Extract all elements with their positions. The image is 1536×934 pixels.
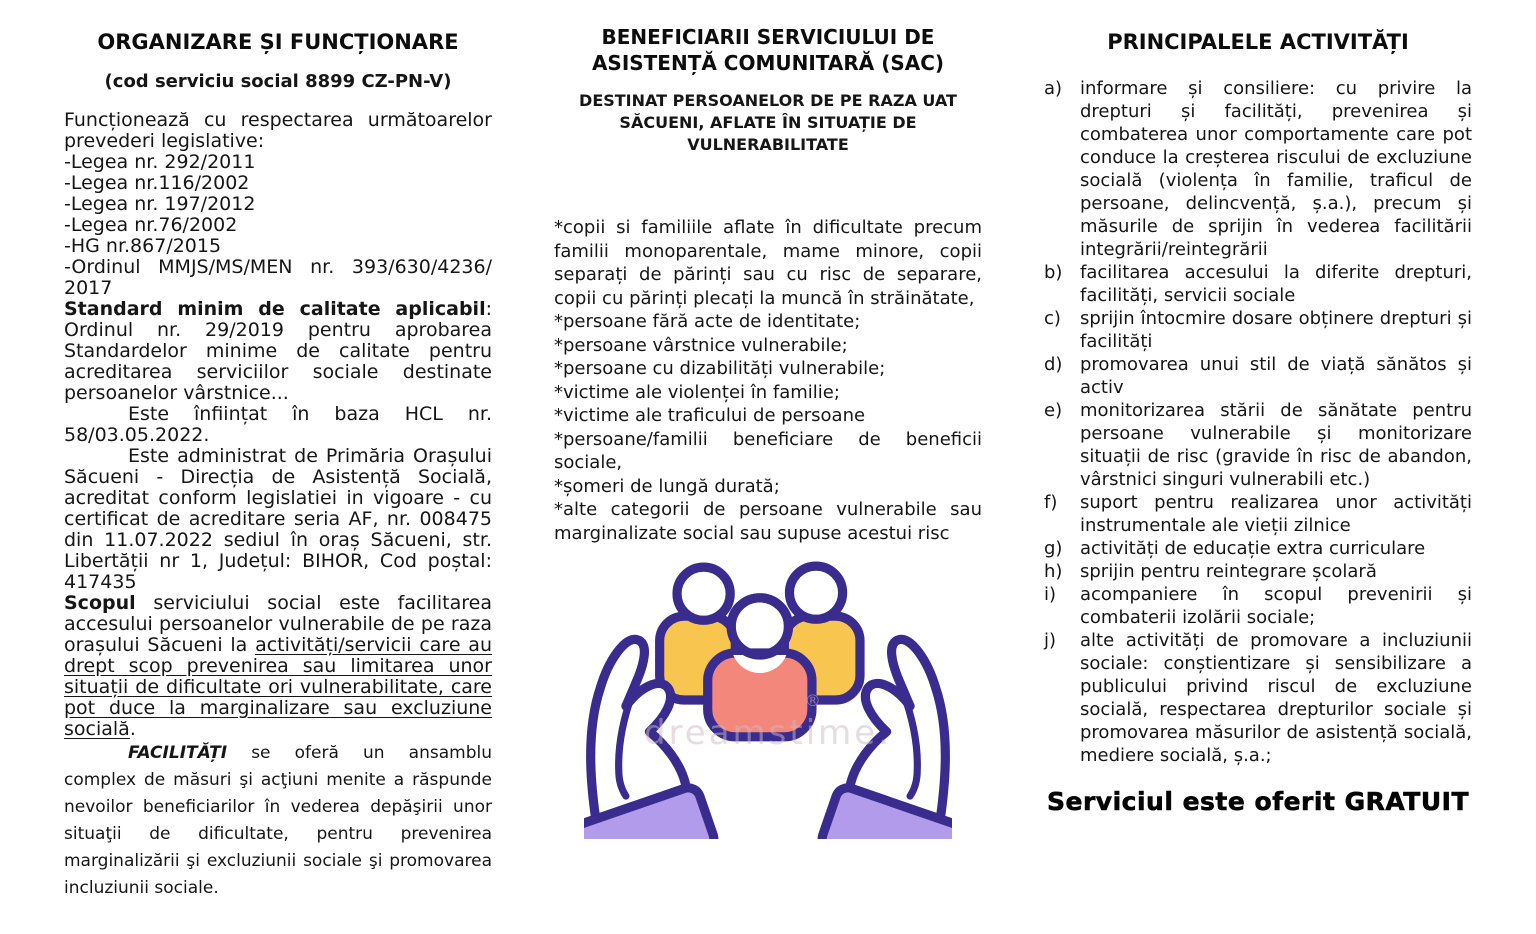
panel-beneficiari — [554, 0, 982, 934]
activity-text: activități de educație extra curriculare — [1080, 538, 1426, 559]
scopul-lead: Scopul — [64, 592, 136, 614]
law-item: -Legea nr. 292/2011 — [64, 151, 256, 173]
activity-item — [1044, 77, 1472, 261]
facilitati-lead: FACILITĂȚI — [128, 743, 228, 763]
legal-intro: Funcționează cu respectarea următoarelor prevederi legislative: — [64, 109, 492, 152]
activity-label: e) — [1044, 400, 1063, 421]
scopul-paragraph — [64, 593, 492, 740]
beneficiary-item: *persoane fără acte de identitate; — [554, 311, 861, 332]
activity-text: sprijin întocmire dosare obținere drepturi și facilități — [1080, 308, 1472, 352]
activity-item — [1044, 399, 1472, 491]
community-support-illustration — [584, 561, 952, 843]
law-item: -Ordinul MMJS/MS/MEN nr. 393/630/4236/ 2017 — [64, 256, 492, 299]
standard-paragraph — [64, 299, 492, 404]
hands-holding-people-group-icon — [584, 561, 952, 839]
scopul-pre: serviciului social este facilitarea accesului persoanelor vulnerabile de pe raza orașului Săcueni la — [64, 592, 492, 656]
panel1-subtitle: (cod serviciu social 8899 CZ-PN-V) — [104, 71, 452, 92]
activity-text: promovarea unui stil de viață sănătos și activ — [1080, 354, 1472, 398]
beneficiary-item: *persoane cu dizabilități vulnerabile; — [554, 358, 886, 379]
activity-text: alte activități de promovare a incluziunii sociale: conștientizare și sensibilizare a publicului privind riscul de excluziune socială, respectarea drepturilor sociale și promovarea măsurilor de asistență socială, mediere socială, ș.a.; — [1080, 630, 1472, 766]
panel-organizare — [64, 0, 492, 934]
panel1-title: ORGANIZARE ȘI FUNCȚIONARE — [97, 30, 459, 54]
activity-label: f) — [1044, 492, 1058, 513]
activity-item — [1044, 583, 1472, 629]
facilitati-paragraph — [64, 740, 492, 902]
activities-list — [1044, 77, 1472, 767]
law-item: -Legea nr. 197/2012 — [64, 193, 256, 215]
law-item: -HG nr.867/2015 — [64, 235, 222, 257]
activity-label: j) — [1044, 630, 1057, 651]
watermark-registered-icon: ® — [804, 690, 821, 710]
law-item: -Legea nr.116/2002 — [64, 172, 250, 194]
beneficiaries-list — [554, 216, 982, 545]
activity-item — [1044, 307, 1472, 353]
standard-lead: Standard minim de calitate aplicabil — [64, 298, 486, 320]
beneficiary-item: *persoane vârstnice vulnerabile; — [554, 334, 848, 356]
activity-text: informare și consiliere: cu privire la drepturi și facilități, prevenirea și combaterea unor comportamente care pot conduce la creșterea riscului de excluziune socială (violența în familie, traficul de persoane, delincvență, ș.a.), precum și măsurile de sprijin în vederea facilitării integrării/reintegrării — [1080, 78, 1472, 260]
scopul-underlined: activități/servicii care au drept scop prevenirea sau limitarea unor situații de dificultate ori vulnerabilitate, care pot duce la marginalizare sau excluziune socială — [64, 634, 492, 740]
panel3-title: PRINCIPALELE ACTIVITĂȚI — [1107, 30, 1409, 54]
person-right-head — [789, 566, 842, 619]
activity-text: monitorizarea stării de sănătate pentru persoane vulnerabile și monitorizare situații de risc (gravide în risc de abandon, vârstnici singuri vulnerabili etc.) — [1080, 400, 1472, 490]
activity-label: g) — [1044, 538, 1063, 559]
beneficiary-item: *alte categorii de persoane vulnerabile sau marginalizate social sau supuse acestui risc — [554, 499, 982, 544]
infiintat-paragraph: Este înființat în baza HCL nr. 58/03.05.2022. — [64, 403, 492, 446]
administrat-paragraph: Este administrat de Primăria Orașului Săcueni - Direcția de Asistență Socială, acreditat conform legislatiei in vigoare - cu certificat de acreditare seria AF, nr. 008475 din 11.07.2022 sediul în oraș Săcueni, str. Libertății nr 1, Județul: BIHOR, Cod poștal: 417435 — [64, 445, 492, 593]
people-group-icon — [660, 566, 860, 737]
person-left-head — [677, 567, 730, 620]
free-service-banner: Serviciul este oferit GRATUIT — [1046, 787, 1469, 816]
activity-text: sprijin pentru reintegrare școlară — [1080, 561, 1377, 582]
activity-text: facilitarea accesului la diferite drepturi, facilități, servicii sociale — [1080, 262, 1472, 306]
activity-item — [1044, 353, 1472, 399]
activity-text: acompaniere în scopul prevenirii și combaterii izolării sociale; — [1080, 584, 1472, 628]
panel2-title: BENEFICIARII SERVICIULUI DE ASISTENȚĂ COMUNITARĂ (SAC) — [591, 25, 945, 75]
activity-label: i) — [1044, 584, 1057, 605]
beneficiary-item: *victime ale violenței în familie; — [554, 381, 840, 403]
watermark-text: dreamstime. — [643, 713, 893, 754]
activity-item — [1044, 560, 1472, 583]
activity-label: c) — [1044, 308, 1061, 329]
beneficiary-item: *copii si familiile aflate în dificultate precum familii monoparentale, mame minore, copii separați de părinți sau cu risc de separare, copii cu părinți plecați la muncă în străinătate, — [554, 217, 982, 309]
activity-item — [1044, 491, 1472, 537]
activity-text: suport pentru realizarea unor activități instrumentale ale vieții zilnice — [1080, 492, 1472, 536]
activity-item — [1044, 261, 1472, 307]
panel2-subtitle: DESTINAT PERSOANELOR DE PE RAZA UAT SĂCUENI, AFLATE ÎN SITUAȚIE DE VULNERABILITATE — [579, 91, 957, 154]
facilitati-rest: se oferă un ansamblu complex de măsuri şi acţiuni menite a răspunde nevoilor beneficiarilor în vederea depăşirii unor situaţii de dificultate, pentru prevenirea marginalizării şi excluziunii sociale şi promovarea incluziunii sociale. — [64, 743, 492, 898]
scopul-post: . — [129, 718, 136, 740]
beneficiary-item: *victime ale traficului de persoane — [554, 405, 866, 426]
beneficiary-item: *șomeri de lungă durată; — [554, 475, 780, 497]
activity-label: h) — [1044, 561, 1063, 582]
law-item: -Legea nr.76/2002 — [64, 214, 238, 236]
activity-item — [1044, 537, 1472, 560]
beneficiary-item: *persoane/familii beneficiare de beneficii sociale, — [554, 428, 982, 473]
activity-label: b) — [1044, 262, 1063, 283]
activity-label: d) — [1044, 354, 1063, 375]
panel-activitati — [1044, 0, 1472, 934]
activity-item — [1044, 629, 1472, 767]
panel1-body — [64, 110, 492, 902]
activity-label: a) — [1044, 78, 1063, 99]
standard-rest: : Ordinul nr. 29/2019 pentru aprobarea Standardelor minime de calitate pentru acreditarea serviciilor sociale destinate persoanelor vârstnice... — [64, 298, 492, 404]
